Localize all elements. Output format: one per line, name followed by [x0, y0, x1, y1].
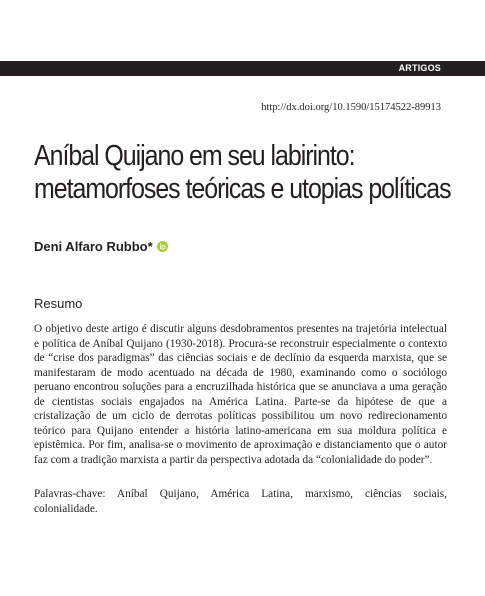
abstract-heading: Resumo — [34, 296, 83, 311]
section-header-bar — [0, 61, 485, 76]
article-title-line-1: Aníbal Quijano em seu labirinto: — [34, 140, 355, 172]
doi-link[interactable]: http://dx.doi.org/10.1590/15174522-89913 — [261, 102, 441, 113]
keywords: Palavras-chave: Aníbal Quijano, América Latina, marxismo, ciências sociais, colonialidade. — [34, 488, 447, 515]
author-line — [34, 239, 168, 254]
article-title — [34, 140, 451, 206]
section-label: ARTIGOS — [398, 63, 441, 73]
abstract-body: O objetivo deste artigo é discutir alguns desdobramentos presentes na trajetória intelectual e política de Aníbal Quijano (1930-2018). Procura-se reconstruir especialmente o contexto de “crise dos paradigmas” das ciências sociais e de declínio da esquerda marxista, que se manifestaram de modo acentuado na década de 1980, examinando como o sociólogo peruano encontrou soluções para a encruzilhada histórica que se anunciava a uma geração de cientistas sociais engajados na América Latina. Parte-se da hipótese de que a cristalização de um ciclo de derrotas políticas possibilitou um novo redirecionamento teórico para Quijano entender a história latino-americana em sua moldura política e epistêmica. Por fim, analisa-se o movimento de aproximação e distanciamento que o autor faz com a tradição marxista a partir da perspectiva adotada da “colonialidade do poder”. — [34, 323, 447, 466]
article-title-line-2: metamorfoses teóricas e utopias políticas — [34, 173, 451, 205]
orcid-icon[interactable] — [157, 241, 168, 252]
author-name: Deni Alfaro Rubbo* — [34, 239, 153, 254]
